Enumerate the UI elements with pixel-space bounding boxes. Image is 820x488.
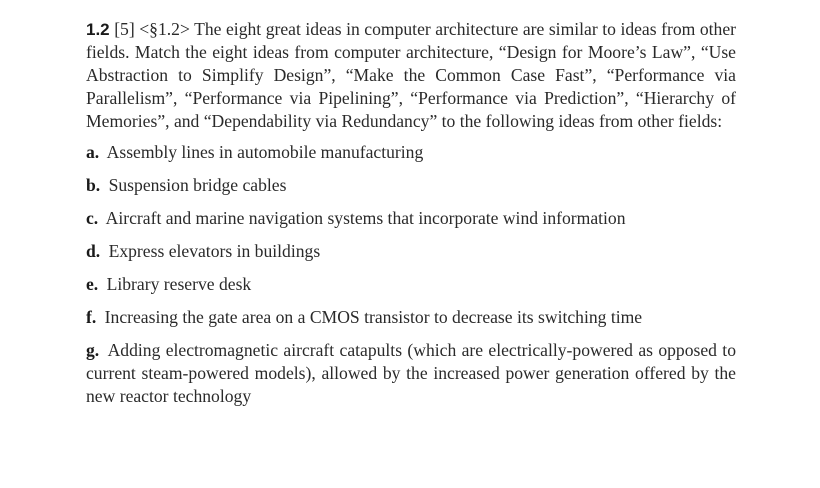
item-letter: a. xyxy=(86,142,100,162)
item-letter: g. xyxy=(86,340,100,360)
item-letter: d. xyxy=(86,241,101,261)
list-item xyxy=(86,306,736,329)
problem-text: The eight great ideas in computer architecture are similar to ideas from other fields. Match the eight ideas from computer architecture, “Design for Moore’s Law”, “Use Abstraction to Simplify Design”, “Make the Common Case Fast”, “Performance via Parallelism”, “Performance via Pipelining”, “Performance via Prediction”, “Hierarchy of Memories”, and “Dependability via Redundancy” to the following ideas from other fields: xyxy=(86,19,737,131)
item-letter: e. xyxy=(86,274,99,294)
item-text: Express elevators in buildings xyxy=(108,241,321,261)
list-item xyxy=(86,339,736,408)
problem-statement xyxy=(86,18,736,133)
item-text: Assembly lines in automobile manufacturing xyxy=(106,142,424,162)
item-text: Increasing the gate area on a CMOS transistor to decrease its switching time xyxy=(104,307,643,327)
problem-number: 1.2 xyxy=(86,20,110,39)
item-text: Adding electromagnetic aircraft catapults (which are electrically-powered as opposed to current steam-powered models), allowed by the increased power generation offered by the new reactor technology xyxy=(86,340,736,406)
item-text: Aircraft and marine navigation systems that incorporate wind information xyxy=(105,208,626,228)
answer-items-list xyxy=(86,141,736,408)
list-item xyxy=(86,174,736,197)
item-letter: f. xyxy=(86,307,97,327)
item-text: Library reserve desk xyxy=(106,274,252,294)
exercise-page xyxy=(86,18,736,418)
item-text: Suspension bridge cables xyxy=(108,175,287,195)
list-item xyxy=(86,141,736,164)
item-letter: b. xyxy=(86,175,101,195)
list-item xyxy=(86,273,736,296)
list-item xyxy=(86,240,736,263)
problem-points: [5] xyxy=(114,19,135,39)
problem-section-ref: <§1.2> xyxy=(139,19,190,39)
list-item xyxy=(86,207,736,230)
item-letter: c. xyxy=(86,208,99,228)
